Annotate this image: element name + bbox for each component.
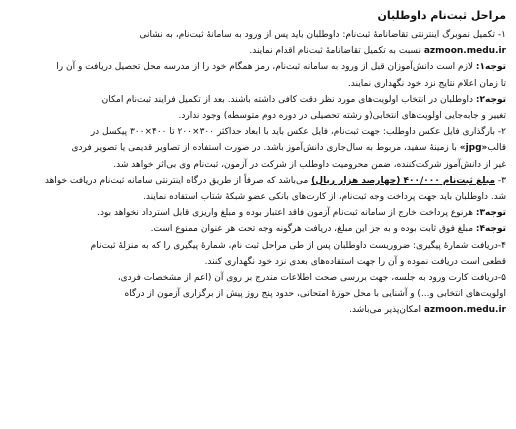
note-2-line-2: تغییر و جابه‌جایی اولویت‌های انتخابی(و رشته تحصیلی در دوره دوم متوسطه) وجود ندارد. (178, 111, 506, 122)
note-1-label: توجه۱: (475, 62, 506, 73)
step-4-line-1: ۴-دریافت شمارهٔ پیگیری: ضروریست داوطلبان پس از طی مراحل ثبت نام، شمارهٔ پیگیری را که به منزلهٔ ثبت‌نام (90, 240, 506, 251)
note-4-text: مبلغ فوق ثابت بوده و به جز این مبلغ، دریافت هرگونه وجه تحت هر عنوان ممنوع است. (150, 224, 476, 235)
step-3-paragraph (10, 173, 506, 205)
step-3-line-2: شد. داوطلبان باید جهت پرداخت وجه ثبت‌نام، از کارت‌های بانکی عضو شبکهٔ شتاب استفاده نمایند. (143, 192, 506, 203)
note-3-text: هرنوع پرداخت خارج از سامانه ثبت‌نام آزمون فاقد اعتبار بوده و مبلغ واریزی قابل استرداد نخواهد بود. (97, 208, 476, 219)
note-2-line-1 (10, 92, 506, 108)
note-2-text: داوطلبان در انتخاب اولویت‌های مورد نظر دقت کافی داشته باشند. بعد از تکمیل فرایند ثبت‌نام امکان (101, 94, 476, 105)
jpg-format: «jpg» (459, 143, 488, 154)
note-3-label: توجه۳: (475, 208, 506, 219)
step-5-line-1: ۵-دریافت کارت ورود به جلسه، جهت بررسی صحت اطلاعات مندرج بر روی آن (اعم از مشخصات فردی، (117, 273, 506, 284)
step-2-line-2-text: با زمینهٔ سفید، مربوط به سال‌جاری دانش‌آموز باشد. در صورت استفاده از تصاویر قدیمی یا تصویر فردی (71, 143, 460, 154)
step-2-paragraph (10, 124, 506, 173)
page-title: مراحل ثبت‌نام داوطلبان (377, 9, 506, 22)
note-1-paragraph (10, 59, 506, 91)
step-4-line-2: قطعی است دریافت نموده و آن را جهت استفاده‌های بعدی نزد خود نگهداری کنند. (204, 256, 506, 267)
note-1-line-1 (10, 59, 506, 75)
step-1-line-2-text: نسبت به تکمیل تقاضانامهٔ ثبت‌نام اقدام نمایند. (249, 46, 421, 57)
step-2-line-2 (10, 140, 506, 156)
step-5-line-3-text: امکان‌پذیر می‌باشد. (349, 305, 424, 316)
step-3-line-1-text: می‌باشد که صرفاً از طریق درگاه اینترنتی سامانه ثبت‌نام دریافت خواهد (44, 175, 312, 186)
note-1-text: لازم است دانش‌آموزان قبل از ورود به سامانه ثبت‌نام، رمز همگام خود را از مدرسه محل تحصیل دریافت و آن را (56, 62, 476, 73)
step-2-format-label: قالب (487, 143, 506, 154)
step-1-paragraph (10, 27, 506, 59)
website-link-2[interactable]: azmoon.medu.ir (423, 305, 506, 316)
note-2-paragraph (10, 92, 506, 124)
note-3-line-1 (10, 205, 506, 221)
step-5-line-3 (10, 302, 506, 318)
registration-fee: مبلغ ثبت‌نام ۴۰۰/۰۰۰ (چهارصد هزار ریال) (311, 175, 496, 186)
step-4-paragraph (10, 238, 506, 270)
note-2-label: توجه۲: (475, 94, 506, 105)
note-1-line-2: تا زمان اعلام نتایج نزد خود نگهداری نمایند. (347, 78, 506, 89)
step-3-line-1 (10, 173, 506, 189)
step-3-number: ۳- (495, 175, 506, 186)
website-link[interactable]: azmoon.medu.ir (423, 46, 506, 57)
note-4-line-1 (10, 221, 506, 237)
note-4-label: توجه۴: (475, 224, 506, 235)
step-5-paragraph (10, 270, 506, 319)
step-1-line-1: ۱- تکمیل نموبرگ اینترنتی تقاضانامهٔ ثبت‌نام: داوطلبان باید پس از ورود به سامانهٔ ثبت‌نام، به نشانی (139, 30, 506, 40)
note-4-paragraph (10, 221, 506, 237)
step-5-line-2: اولویت‌های انتخابی و...) و آشنایی با محل حوزهٔ امتحانی، حدود پنج روز پیش از برگزاری آزمون از درگاه (124, 289, 506, 300)
step-1-line-2 (10, 43, 506, 59)
note-3-paragraph (10, 205, 506, 221)
step-2-line-3: غیر از دانش‌آموز شرکت‌کننده، ضمن محرومیت داوطلب از شرکت در آزمون، ثبت‌نام وی بی‌اثر خواهد شد. (113, 159, 506, 170)
step-2-line-1: ۲- بارگذاری فایل عکس داوطلب: جهت ثبت‌نام، فایل عکس باید با ابعاد حداکثر ۳۰۰×۲۰۰ تا ۴۰۰×۳۰۰ پیکسل در (90, 127, 506, 138)
